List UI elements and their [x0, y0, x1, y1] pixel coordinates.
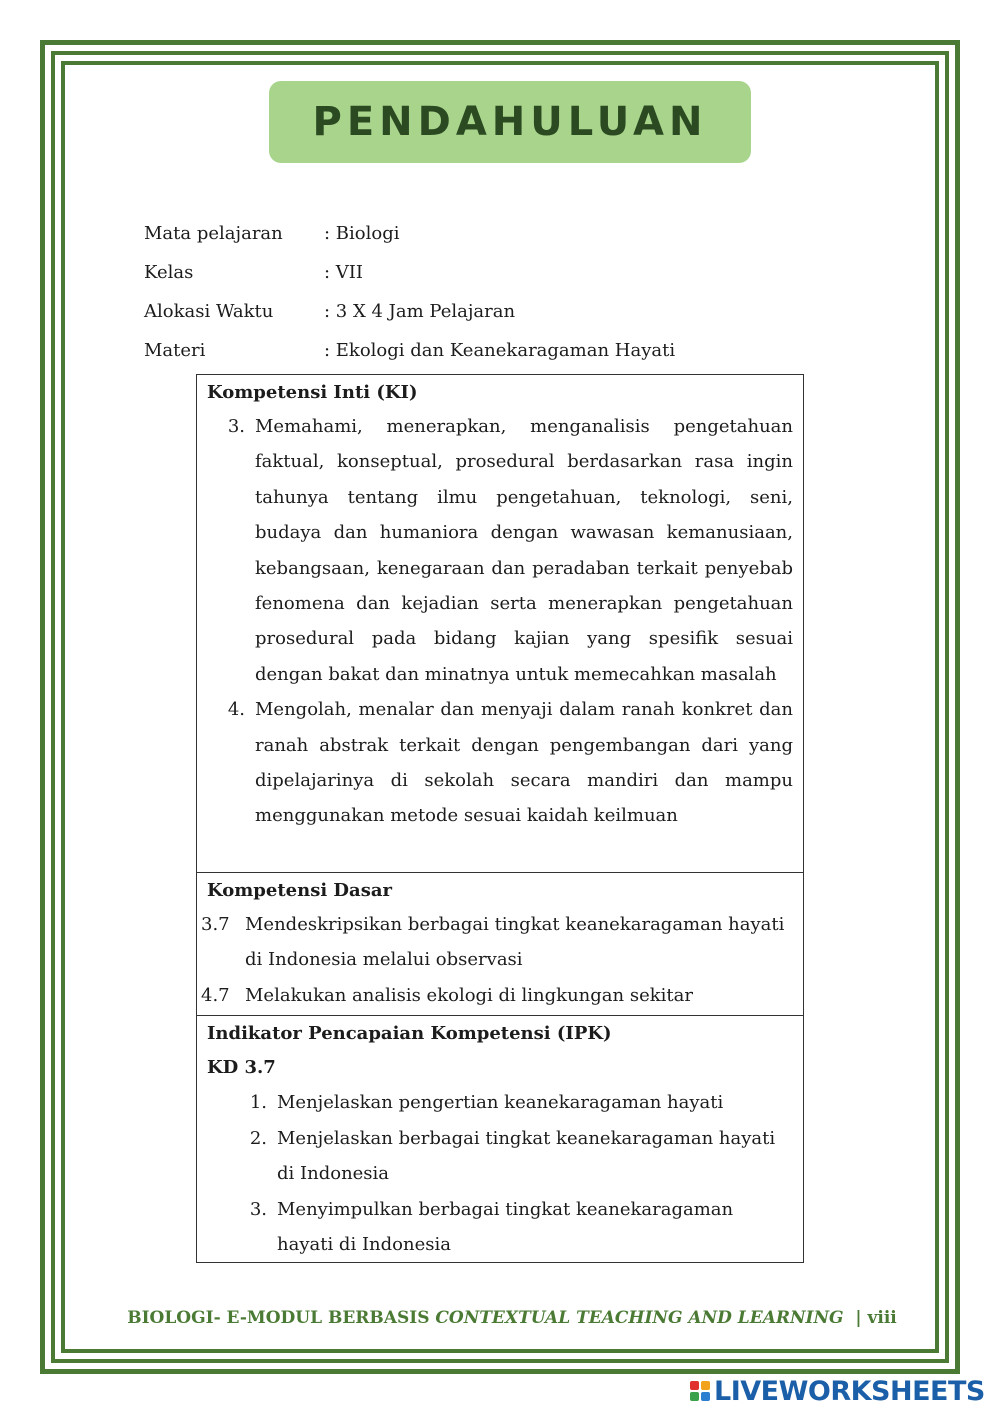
kd-text: Melakukan analisis ekologi di lingkungan sekitar: [245, 984, 693, 1006]
list-item: [207, 1085, 793, 1120]
liveworksheets-text: LIVEWORKSHEETS: [714, 1375, 985, 1407]
meta-value: : VII: [324, 262, 364, 283]
subject-info: [144, 214, 844, 370]
ki-number: 4.: [227, 699, 245, 721]
logo-square: [701, 1381, 710, 1390]
kd-number: 3.7: [201, 914, 230, 935]
meta-row-material: [144, 331, 844, 370]
list-item: [207, 409, 793, 692]
meta-row-subject: [144, 214, 844, 253]
liveworksheets-logo[interactable]: [690, 1374, 985, 1408]
ipk-subheading: KD 3.7: [207, 1057, 276, 1078]
competency-table: [196, 374, 804, 1263]
liveworksheets-icon: [690, 1381, 710, 1401]
meta-row-class: [144, 253, 844, 292]
meta-label: Alokasi Waktu: [144, 301, 274, 322]
ipk-number: 2.: [249, 1127, 267, 1149]
kd-cell: [197, 872, 803, 1015]
meta-value: : 3 X 4 Jam Pelajaran: [324, 301, 516, 322]
logo-square: [690, 1381, 699, 1390]
meta-label: Materi: [144, 340, 206, 361]
list-item: [207, 1121, 793, 1192]
ki-heading: Kompetensi Inti (KI): [207, 382, 418, 403]
meta-value: : Biologi: [324, 223, 400, 244]
kd-heading: Kompetensi Dasar: [207, 880, 392, 901]
footer-italic: CONTEXTUAL TEACHING AND LEARNING: [435, 1308, 844, 1328]
list-item: [201, 978, 793, 1013]
ipk-text: Menjelaskan pengertian keanekaragaman hayati: [277, 1092, 724, 1114]
ipk-cell: [197, 1015, 803, 1262]
ki-cell: [197, 375, 803, 872]
kd-number: 4.7: [201, 984, 230, 1006]
list-item: [201, 907, 793, 978]
ki-number: 3.: [227, 416, 245, 437]
logo-square: [690, 1392, 699, 1401]
page-title: PENDAHULUAN: [312, 99, 708, 145]
kd-text: Mendeskripsikan berbagai tingkat keanekaragaman hayati di Indonesia melalui observasi: [245, 914, 785, 971]
meta-label: Mata pelajaran: [144, 223, 283, 244]
ki-text: Mengolah, menalar dan menyaji dalam ranah konkret dan ranah abstrak terkait dengan pengembangan dari yang dipelajarinya di sekolah secara mandiri dan mampu menggunakan metode sesuai kaidah keilmuan: [255, 699, 793, 827]
meta-value: : Ekologi dan Keanekaragaman Hayati: [324, 340, 676, 361]
page-footer: [0, 1308, 1000, 1328]
title-banner: [269, 81, 751, 163]
meta-row-time: [144, 292, 844, 331]
list-item: [207, 692, 793, 834]
ipk-heading: Indikator Pencapaian Kompetensi (IPK): [207, 1023, 612, 1044]
ipk-text: Menjelaskan berbagai tingkat keanekaragaman hayati di Indonesia: [277, 1127, 776, 1185]
footer-prefix: BIOLOGI- E-MODUL BERBASIS: [127, 1308, 436, 1328]
logo-square: [701, 1392, 710, 1401]
footer-page-number: | viii: [843, 1308, 897, 1328]
ipk-number: 1.: [249, 1092, 267, 1114]
list-item: [207, 1192, 793, 1263]
ipk-number: 3.: [249, 1198, 267, 1220]
meta-label: Kelas: [144, 262, 194, 283]
ki-text: Memahami, menerapkan, menganalisis pengetahuan faktual, konseptual, prosedural berdasarkan rasa ingin tahunya tentang ilmu pengetahuan, teknologi, seni, budaya dan humaniora dengan wawasan kemanusiaan, kebangsaan, kenegaraan dan peradaban terkait penyebab fenomena dan kejadian serta menerapkan pengetahuan prosedural pada bidang kajian yang spesifik sesuai dengan bakat dan minatnya untuk memecahkan masalah: [255, 416, 793, 685]
ipk-text: Menyimpulkan berbagai tingkat keanekaragaman hayati di Indonesia: [277, 1198, 734, 1256]
